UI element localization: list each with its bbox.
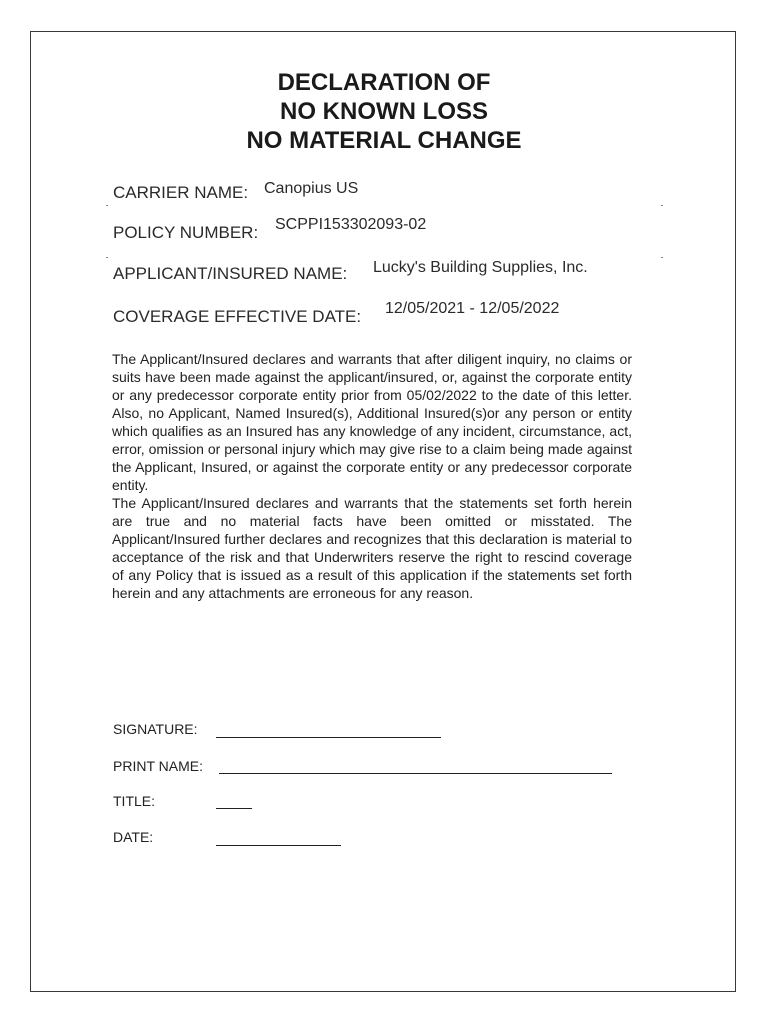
dot-mark xyxy=(106,205,108,206)
declaration-paragraph-1: The Applicant/Insured declares and warrants that after diligent inquiry, no claims or suits have been made against the applicant/insured, or, against the corporate entity or any predecessor corporate entity prior from 05/02/2022 to the date of this letter. Also, no Applicant, Named Insured(s), Additional Insured(s)or any person or entity which qualifies as an Insured has any knowledge of any incident, circumstance, act, error, omission or personal injury which may give rise to a claim being made against the Applicant, Insured, or against the corporate entity or any predecessor corporate entity. xyxy=(112,351,632,493)
policy-number-label: POLICY NUMBER: xyxy=(113,223,259,242)
date-label: DATE: xyxy=(113,829,154,845)
title-line-3: NO MATERIAL CHANGE xyxy=(246,127,522,154)
date-line[interactable] xyxy=(216,845,341,846)
print-name-line[interactable] xyxy=(219,773,612,774)
title-label: TITLE: xyxy=(113,793,156,809)
applicant-name-label: APPLICANT/INSURED NAME: xyxy=(113,264,348,283)
title-line-2: NO KNOWN LOSS xyxy=(280,98,488,125)
coverage-date-label: COVERAGE EFFECTIVE DATE: xyxy=(113,307,362,326)
carrier-name-value: Canopius US xyxy=(264,180,359,197)
dot-mark xyxy=(661,257,663,258)
title-line[interactable] xyxy=(216,808,252,809)
signature-label: SIGNATURE: xyxy=(113,721,198,737)
carrier-name-label: CARRIER NAME: xyxy=(113,183,249,202)
dot-mark xyxy=(106,257,108,258)
declaration-body xyxy=(112,350,632,602)
document-title xyxy=(0,68,768,155)
signature-line[interactable] xyxy=(216,737,441,738)
title-line-1: DECLARATION OF xyxy=(277,69,491,96)
coverage-date-value: 12/05/2021 - 12/05/2022 xyxy=(385,300,560,317)
dot-mark xyxy=(661,205,663,206)
policy-number-value: SCPPI153302093-02 xyxy=(275,216,427,233)
print-name-label: PRINT NAME: xyxy=(113,758,203,774)
applicant-name-value: Lucky's Building Supplies, Inc. xyxy=(373,259,588,276)
declaration-paragraph-2: The Applicant/Insured declares and warrants that the statements set forth herein are true and no material facts have been omitted or misstated. The Applicant/Insured further declares and recognizes that this declaration is material to acceptance of the risk and that Underwriters reserve the right to rescind coverage of any Policy that is issued as a result of this application if the statements set forth herein and any attachments are erroneous for any reason. xyxy=(112,495,632,601)
